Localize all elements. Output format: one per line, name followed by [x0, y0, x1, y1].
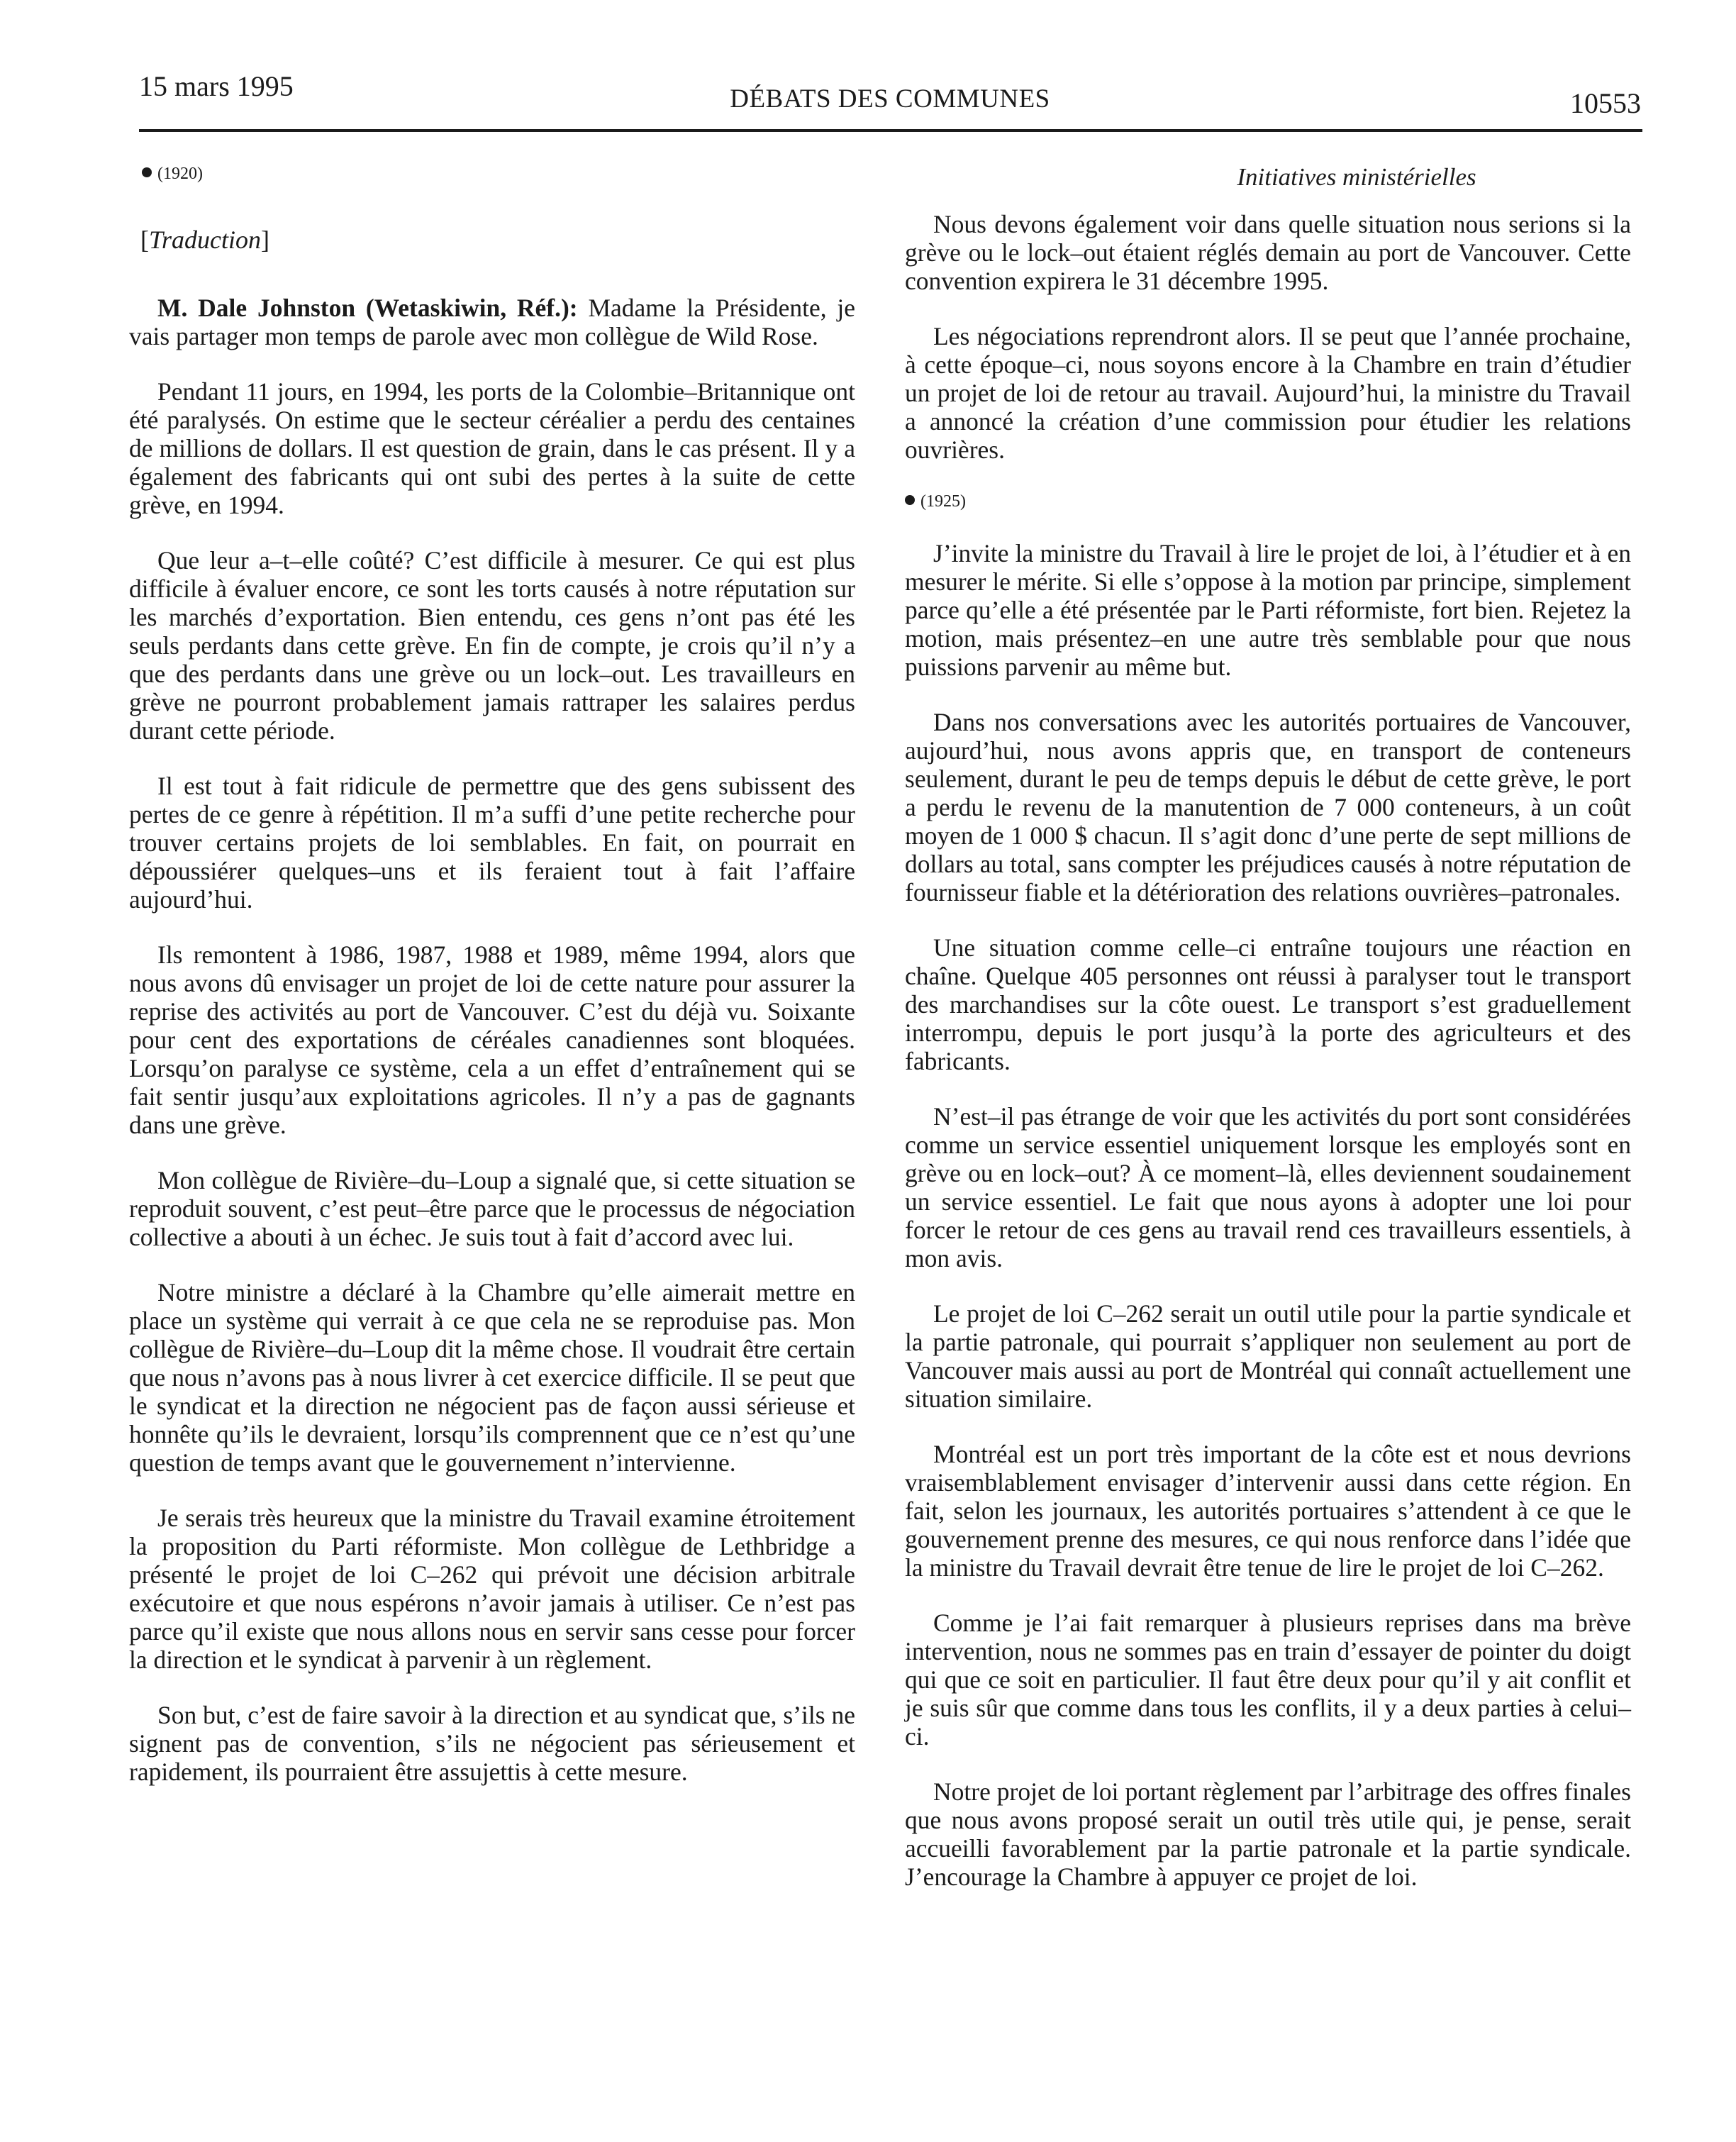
- time-marker-label: (1920): [157, 165, 203, 183]
- paragraph: Il est tout à fait ridicule de permettre que des gens subissent des pertes de ce genre à répétition. Il m’a suffi d’une petite recherche pour trouver certains projets de loi semblables. En fait, on pourrait en dépoussiérer quelques–uns et ils feraient tout à fait l’affaire aujourd’hui.: [129, 772, 855, 914]
- section-heading: Initiatives ministérielles: [1237, 163, 1476, 191]
- paragraph: Son but, c’est de faire savoir à la direction et au syndicat que, s’ils ne signent pas de convention, s’ils ne négocient pas sérieusement et rapidement, ils pourraient être assujettis à cette mesure.: [129, 1701, 855, 1786]
- paragraph: Comme je l’ai fait remarquer à plusieurs reprises dans ma brève intervention, nous ne sommes pas en train d’essayer de pointer du doigt qui que ce soit en particulier. Il faut être deux pour qu’il y ait conflit et je suis sûr que comme dans tous les conflits, il y a deux parties à celui–ci.: [905, 1609, 1631, 1750]
- paragraph: Notre projet de loi portant règlement par l’arbitrage des offres finales que nous avons proposé serait un outil très utile qui, je pense, serait accueilli favorablement par la partie patronale et la partie syndicale. J’encourage la Chambre à appuyer ce projet de loi.: [905, 1777, 1631, 1891]
- paragraph: Pendant 11 jours, en 1994, les ports de la Colombie–Britannique ont été paralysés. On estime que le secteur céréalier a perdu des centaines de millions de dollars. Il est question de grain, dans le cas présent. Il y a également des fabricants qui ont subi des pertes à la suite de cette grève, en 1994.: [129, 377, 855, 519]
- paragraph: N’est–il pas étrange de voir que les activités du port sont considérées comme un service essentiel uniquement lorsque les employés sont en grève ou en lock–out? À ce moment–là, elles deviennent soudainement un service essentiel. Le fait que nous ayons à adopter une loi pour forcer le retour de ces gens au travail rend ces travailleurs essentiels, à mon avis.: [905, 1102, 1631, 1272]
- translation-tag: [Traduction]: [140, 226, 270, 254]
- paragraph: Que leur a–t–elle coûté? C’est difficile à mesurer. Ce qui est plus difficile à évaluer encore, ce sont les torts causés à notre réputation sur les marchés d’exportation. Bien entendu, ces gens n’ont pas été les seuls perdants dans cette grève. En fin de compte, je crois qu’il n’y a que des perdants dans une grève ou un lock–out. Les travailleurs en grève ne pourront probablement jamais rattraper les salaires perdus durant cette période.: [129, 546, 855, 745]
- bullet-icon: [905, 495, 915, 505]
- time-marker-label: (1925): [920, 492, 966, 511]
- paragraph: Dans nos conversations avec les autorités portuaires de Vancouver, aujourd’hui, nous avons appris que, en transport de conteneurs seulement, durant le peu de temps depuis le début de cette grève, le port a perdu le revenu de la manutention de 7 000 conteneurs, à un coût moyen de 1 000 $ chacun. Il s’agit donc d’une perte de sept millions de dollars au total, sans compter les préjudices causés à notre réputation de fournisseur fiable et la détérioration des relations ouvrières–patronales.: [905, 708, 1631, 906]
- header-date: 15 mars 1995: [139, 70, 294, 102]
- paragraph: J’invite la ministre du Travail à lire le projet de loi, à l’étudier et à en mesurer le mérite. Si elle s’oppose à la motion par principe, simplement parce qu’elle a été présentée par le Parti réformiste, fort bien. Rejetez la motion, mais présentez–en une autre très semblable pour que nous puissions parvenir au même but.: [905, 539, 1631, 681]
- paragraph: Ils remontent à 1986, 1987, 1988 et 1989, même 1994, alors que nous avons dû envisager un projet de loi de cette nature pour assurer la reprise des activités au port de Vancouver. C’est du déjà vu. Soixante pour cent des exportations de céréales canadiennes sont bloquées. Lorsqu’on paralyse ce système, cela a un effet d’entraînement qui se fait sentir jusqu’aux exploitations agricoles. Il n’y a pas de gagnants dans une grève.: [129, 940, 855, 1139]
- time-marker: [905, 491, 1631, 512]
- paragraph: Je serais très heureux que la ministre du Travail examine étroitement la proposition du Parti réformiste. Mon collègue de Lethbridge a présenté le projet de loi C–262 qui prévoit une décision arbitrale exécutoire et que nous espérons n’avoir jamais à utiliser. Ce n’est pas parce qu’il existe que nous allons nous en servir sans cesse pour forcer la direction et le syndicat à parvenir à un règlement.: [129, 1504, 855, 1674]
- paragraph: Les négociations reprendront alors. Il se peut que l’année prochaine, à cette époque–ci, nous soyons encore à la Chambre en train d’étudier un projet de loi de retour au travail. Aujourd’hui, la ministre du Travail a annoncé la création d’une commission pour étudier les relations ouvrières.: [905, 322, 1631, 464]
- right-column: [905, 163, 1631, 1918]
- paragraph: [129, 294, 855, 350]
- bullet-icon: [142, 167, 152, 177]
- time-marker: [142, 163, 855, 184]
- paragraph: Mon collègue de Rivière–du–Loup a signalé que, si cette situation se reproduit souvent, c’est peut–être parce que le processus de négociation collective a abouti à un échec. Je suis tout à fait d’accord avec lui.: [129, 1166, 855, 1251]
- page-header: [139, 70, 1641, 119]
- paragraph-text: Madame la Présidente, je vais partager mon temps de parole avec mon collègue de Wild Rose.: [129, 294, 855, 350]
- header-rule: [139, 129, 1642, 132]
- left-column: [129, 163, 855, 1813]
- paragraph: Le projet de loi C–262 serait un outil utile pour la partie syndicale et la partie patronale, qui pourrait s’appliquer non seulement au port de Vancouver mais aussi au port de Montréal qui connaît actuellement une situation similaire.: [905, 1299, 1631, 1413]
- speaker-name: M. Dale Johnston (Wetaskiwin, Réf.):: [157, 294, 578, 322]
- paragraph: Notre ministre a déclaré à la Chambre qu’elle aimerait mettre en place un système qui verrait à ce que cela ne se reproduise pas. Mon collègue de Rivière–du–Loup dit la même chose. Il voudrait être certain que nous n’avons pas à nous livrer à cet exercice difficile. Il se peut que le syndicat et la direction ne négocient pas de façon aussi sérieuse et honnête qu’ils le devraient, lorsqu’ils comprennent que ce n’est qu’une question de temps avant que le gouvernement n’intervienne.: [129, 1278, 855, 1477]
- header-title: DÉBATS DES COMMUNES: [730, 84, 1050, 113]
- paragraph: Une situation comme celle–ci entraîne toujours une réaction en chaîne. Quelque 405 personnes ont réussi à paralyser tout le transport des marchandises sur la côte ouest. Le transport s’est graduellement interrompu, depuis le port jusqu’à la porte des agriculteurs et des fabricants.: [905, 933, 1631, 1075]
- translation-tag-label: Traduction: [149, 226, 262, 254]
- paragraph: Montréal est un port très important de la côte est et nous devrions vraisemblablement envisager d’intervenir aussi dans cette région. En fait, selon les journaux, les autorités portuaires s’attendent à ce que le gouvernement prenne des mesures, ce qui nous renforce dans l’idée que la ministre du Travail devrait être tenue de lire le projet de loi C–262.: [905, 1440, 1631, 1582]
- header-page-number: 10553: [1570, 87, 1641, 119]
- paragraph: Nous devons également voir dans quelle situation nous serions si la grève ou le lock–out étaient réglés demain au port de Vancouver. Cette convention expirera le 31 décembre 1995.: [905, 210, 1631, 295]
